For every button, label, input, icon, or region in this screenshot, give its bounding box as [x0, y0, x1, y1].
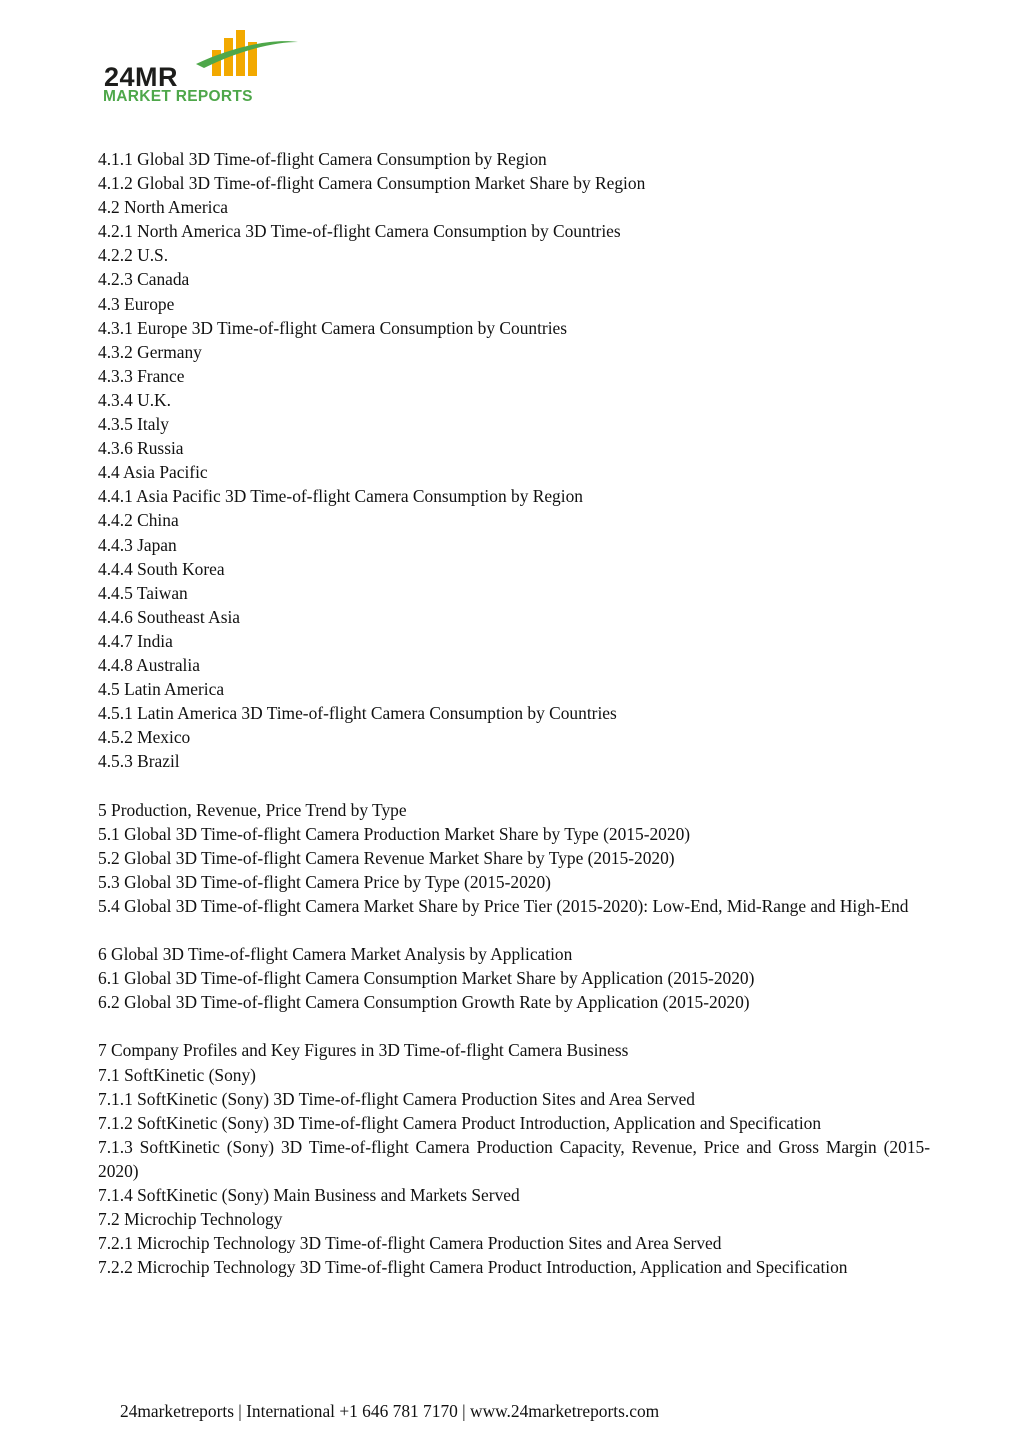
logo-brand-top: 24MR — [104, 62, 179, 92]
table-of-contents — [98, 147, 930, 1279]
toc-entry: 4.3.2 Germany — [98, 341, 202, 362]
toc-entry: 7.1.2 SoftKinetic (Sony) 3D Time-of-flight Camera Product Introduction, Application and Specification — [98, 1112, 822, 1133]
company-logo — [100, 28, 310, 110]
toc-entry: 5.1 Global 3D Time-of-flight Camera Production Market Share by Type (2015-2020) — [98, 823, 691, 844]
toc-entry: 4.3.3 France — [98, 365, 185, 386]
toc-entry: 4.4.2 China — [98, 510, 179, 531]
toc-entry: 4.1.1 Global 3D Time-of-flight Camera Consumption by Region — [98, 149, 547, 169]
toc-entry: 4.5.2 Mexico — [98, 727, 191, 748]
toc-entry: 4.5.3 Brazil — [98, 751, 180, 772]
section-spacer — [98, 918, 930, 942]
toc-entry: 4.4.6 Southeast Asia — [98, 606, 241, 627]
logo-brand-bottom: MARKET REPORTS — [103, 88, 253, 105]
toc-entry: 4.4.8 Australia — [98, 654, 200, 675]
toc-entry: 5.2 Global 3D Time-of-flight Camera Revenue Market Share by Type (2015-2020) — [98, 847, 675, 868]
page-footer: 24marketreports | International +1 646 781 7170 | www.24marketreports.com — [120, 1401, 660, 1421]
toc-entry: 4.3.1 Europe 3D Time-of-flight Camera Consumption by Countries — [98, 317, 568, 338]
toc-entry: 4.4.1 Asia Pacific 3D Time-of-flight Camera Consumption by Region — [98, 486, 583, 507]
toc-entry: 5.4 Global 3D Time-of-flight Camera Market Share by Price Tier (2015-2020): Low-End, Mid-Range and High-End — [98, 895, 909, 916]
toc-entry: 7.1.3 SoftKinetic (Sony) 3D Time-of-flight Camera Production Capacity, Revenue, Price and Gross Margin (2015-2020) — [98, 1136, 930, 1181]
toc-entry: 4.4 Asia Pacific — [98, 462, 208, 483]
section-spacer — [98, 773, 930, 797]
toc-entry: 4.2 North America — [98, 197, 228, 218]
toc-entry: 4.3.5 Italy — [98, 414, 169, 435]
toc-entry: 7.2.2 Microchip Technology 3D Time-of-flight Camera Product Introduction, Application and Specification — [98, 1257, 848, 1278]
toc-entry: 6 Global 3D Time-of-flight Camera Market Analysis by Application — [98, 944, 573, 965]
toc-entry: 7.1.1 SoftKinetic (Sony) 3D Time-of-flight Camera Production Sites and Area Served — [98, 1088, 695, 1109]
toc-entry: 4.4.7 India — [98, 630, 173, 651]
toc-entry: 4.4.5 Taiwan — [98, 582, 188, 603]
toc-entry: 7.2.1 Microchip Technology 3D Time-of-flight Camera Production Sites and Area Served — [98, 1233, 722, 1254]
toc-entry: 6.2 Global 3D Time-of-flight Camera Consumption Growth Rate by Application (2015-2020) — [98, 992, 750, 1013]
toc-entry: 4.4.3 Japan — [98, 534, 177, 555]
toc-entry: 7.1.4 SoftKinetic (Sony) Main Business and Markets Served — [98, 1185, 520, 1206]
toc-entry: 4.5.1 Latin America 3D Time-of-flight Camera Consumption by Countries — [98, 703, 617, 724]
toc-entry: 4.4.4 South Korea — [98, 558, 225, 579]
section-spacer — [98, 1014, 930, 1038]
toc-entry: 4.3 Europe — [98, 293, 175, 314]
toc-entry: 6.1 Global 3D Time-of-flight Camera Consumption Market Share by Application (2015-2020) — [98, 968, 755, 989]
toc-entry: 7 Company Profiles and Key Figures in 3D Time-of-flight Camera Business — [98, 1040, 629, 1061]
toc-entry: 7.1 SoftKinetic (Sony) — [98, 1064, 256, 1085]
toc-entry: 4.1.2 Global 3D Time-of-flight Camera Consumption Market Share by Region — [98, 173, 646, 194]
toc-entry: 4.2.3 Canada — [98, 269, 190, 290]
toc-entry: 4.5 Latin America — [98, 679, 225, 700]
toc-entry: 4.2.1 North America 3D Time-of-flight Camera Consumption by Countries — [98, 221, 621, 242]
toc-entry: 4.3.6 Russia — [98, 438, 184, 459]
toc-entry: 4.2.2 U.S. — [98, 245, 169, 266]
toc-entry: 5.3 Global 3D Time-of-flight Camera Price by Type (2015-2020) — [98, 871, 551, 892]
toc-entry: 7.2 Microchip Technology — [98, 1209, 283, 1230]
toc-entry: 4.3.4 U.K. — [98, 389, 171, 410]
toc-entry: 5 Production, Revenue, Price Trend by Type — [98, 799, 407, 820]
